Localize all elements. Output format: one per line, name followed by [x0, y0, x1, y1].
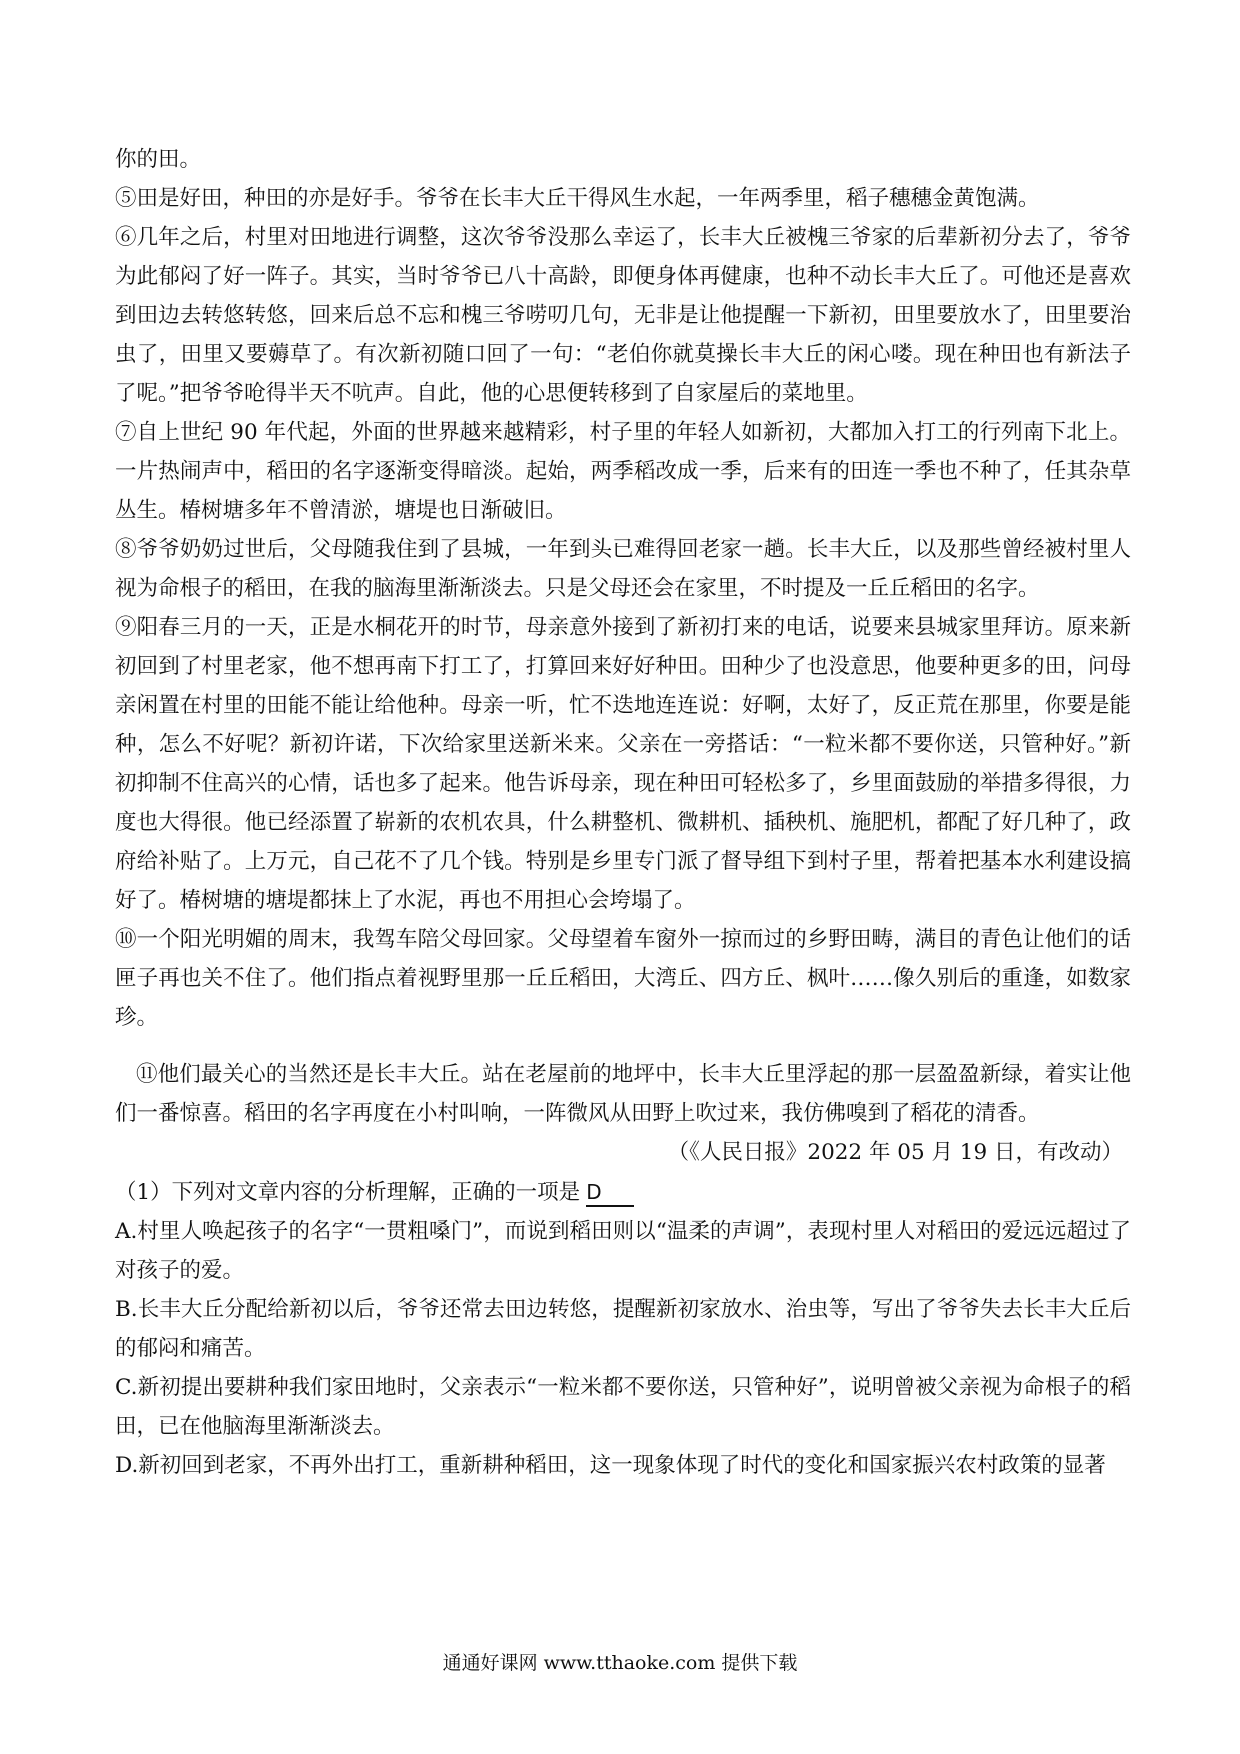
- paragraph-9: ⑨阳春三月的一天，正是水桐花开的时节，母亲意外接到了新初打来的电话，说要来县城家里拜访。原来新初回到了村里老家，他不想再南下打工了，打算回来好好种田。田种少了也没意思，他要种更多的田，问母亲闲置在村里的田能不能让给他种。母亲一听，忙不迭地连连说：好啊，太好了，反正荒在那里，你要是能种，怎么不好呢？新初许诺，下次给家里送新米来。父亲在一旁搭话：“一粒米都不要你送，只管种好。”新初抑制不住高兴的心情，话也多了起来。他告诉母亲，现在种田可轻松多了，乡里面鼓励的举措多得很，力度也大得很。他已经添置了崭新的农机农具，什么耕整机、微耕机、插秧机、施肥机，都配了好几种了，政府给补贴了。上万元，自己花不了几个钱。特别是乡里专门派了督导组下到村子里，帮着把基本水利建设搞好了。椿树塘的塘堤都抹上了水泥，再也不用担心会垮塌了。: [115, 615, 1131, 913]
- paragraph-7: ⑦自上世纪 90 年代起，外面的世界越来越精彩，村子里的年轻人如新初，大都加入打工的行列南下北上。一片热闹声中，稻田的名字逐渐变得暗淡。起始，两季稻改成一季，后来有的田连一季也不种了，任其杂草丛生。椿树塘多年不曾清淤，塘堤也日渐破旧。: [115, 420, 1131, 523]
- page-footer: 通通好课网 www.tthaoke.com 提供下载: [442, 1652, 798, 1674]
- option-a: A.村里人唤起孩子的名字“一贯粗嗓门”，而说到稻田则以“温柔的声调”，表现村里人对稻田的爱远远超过了对孩子的爱。: [115, 1219, 1131, 1283]
- paragraph-8: ⑧爷爷奶奶过世后，父母随我住到了县城，一年到头已难得回老家一趟。长丰大丘，以及那些曾经被村里人视为命根子的稻田，在我的脑海里渐渐淡去。只是父母还会在家里，不时提及一丘丘稻田的名字。: [115, 537, 1131, 601]
- answer-blank: D: [586, 1179, 634, 1207]
- paragraph-continued: 你的田。: [115, 147, 202, 172]
- option-c: C.新初提出要耕种我们家田地时，父亲表示“一粒米都不要你送，只管种好”，说明曾被父亲视为命根子的稻田，已在他脑海里渐渐淡去。: [115, 1375, 1131, 1439]
- paragraph-11: ⑪他们最关心的当然还是长丰大丘。站在老屋前的地坪中，长丰大丘里浮起的那一层盈盈新绿，着实让他们一番惊喜。稻田的名字再度在小村叫响，一阵微风从田野上吹过来，我仿佛嗅到了稻花的清香。: [115, 1062, 1131, 1126]
- option-d: D.新初回到老家，不再外出打工，重新耕种稻田，这一现象体现了时代的变化和国家振兴农村政策的显著: [115, 1453, 1106, 1478]
- option-b: B.长丰大丘分配给新初以后，爷爷还常去田边转悠，提醒新初家放水、治虫等，写出了爷爷失去长丰大丘后的郁闷和痛苦。: [115, 1297, 1131, 1361]
- paragraph-5: ⑤田是好田，种田的亦是好手。爷爷在长丰大丘干得风生水起，一年两季里，稻子穗穗金黄饱满。: [115, 186, 1040, 211]
- paragraph-6: ⑥几年之后，村里对田地进行调整，这次爷爷没那么幸运了，长丰大丘被槐三爷家的后辈新初分去了，爷爷为此郁闷了好一阵子。其实，当时爷爷已八十高龄，即便身体再健康，也种不动长丰大丘了。可他还是喜欢到田边去转悠转悠，回来后总不忘和槐三爷唠叨几句，无非是让他提醒一下新初，田里要放水了，田里要治虫了，田里又要薅草了。有次新初随口回了一句：“老伯你就莫操长丰大丘的闲心喽。现在种田也有新法子了呢。”把爷爷呛得半天不吭声。自此，他的心思便转移到了自家屋后的菜地里。: [115, 225, 1131, 406]
- paragraph-10: ⑩一个阳光明媚的周末，我驾车陪父母回家。父母望着车窗外一掠而过的乡野田畴，满目的青色让他们的话匣子再也关不住了。他们指点着视野里那一丘丘稻田，大湾丘、四方丘、枫叶……像久别后的重逢，如数家珍。: [115, 927, 1131, 1030]
- document-body: [115, 140, 1131, 1485]
- article-source: （《人民日报》2022 年 05 月 19 日，有改动）: [667, 1140, 1123, 1165]
- question-1: [115, 1173, 1131, 1212]
- question-stem: （1）下列对文章内容的分析理解，正确的一项是: [115, 1180, 581, 1205]
